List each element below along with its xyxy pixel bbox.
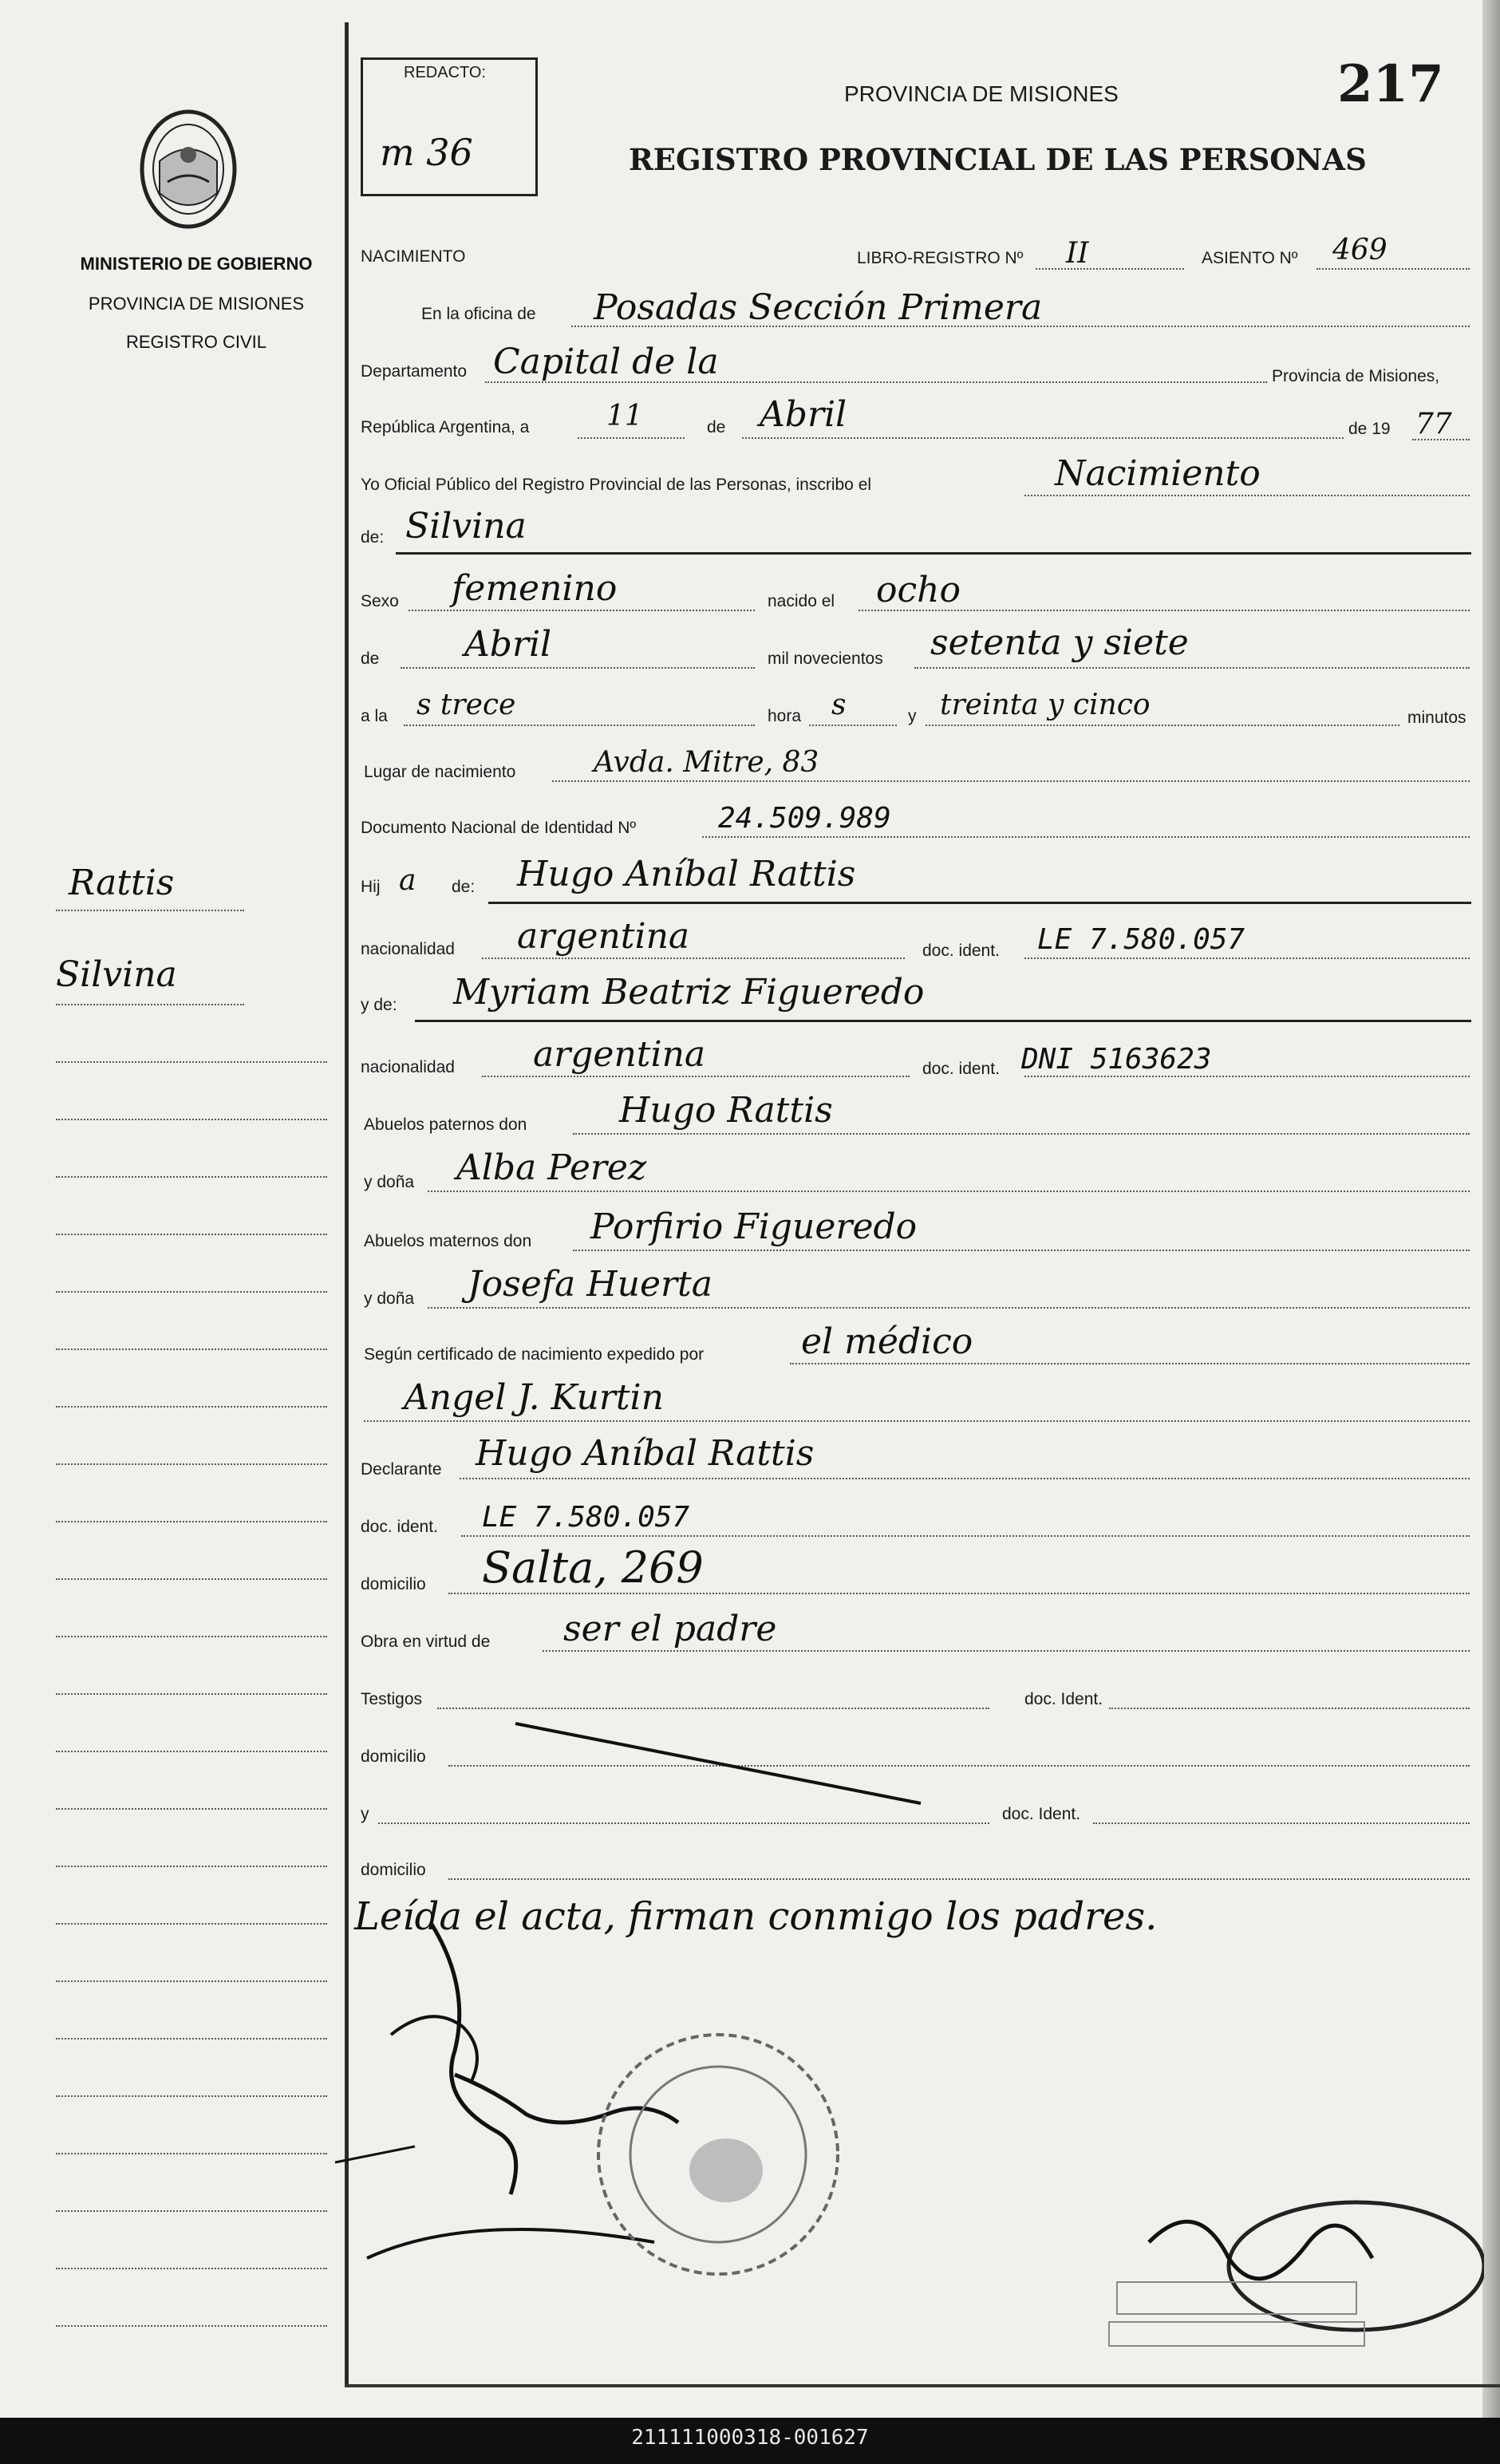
declarante-line (460, 1478, 1470, 1479)
margin-line (56, 1234, 327, 1235)
cert-value: el médico (801, 1321, 973, 1362)
oficina-label: En la oficina de (421, 305, 536, 323)
mil-label: mil novecientos (768, 650, 883, 668)
province-label-left: PROVINCIA DE MISIONES (88, 294, 305, 314)
nacido-value: ocho (876, 570, 961, 610)
lugar-line (552, 780, 1470, 782)
provincia-label: Provincia de Misiones, (1272, 367, 1440, 385)
ab-pat-value: Hugo Rattis (619, 1090, 833, 1131)
y2-line (378, 1822, 989, 1824)
cert-line (790, 1363, 1470, 1364)
departamento-label: Departamento (361, 362, 468, 381)
coat-of-arms-seal (136, 105, 241, 233)
page-number: 217 (1337, 54, 1444, 114)
oficial-line (1024, 495, 1470, 496)
margin-line (56, 1291, 327, 1293)
hij-de-label: de: (452, 878, 476, 896)
margin-line (56, 1406, 327, 1408)
domicilio-line (448, 1593, 1470, 1594)
y-label: y (908, 707, 917, 725)
de-label: de (707, 418, 726, 436)
ministry-label: MINISTERIO DE GOBIERNO (80, 254, 313, 274)
minutos-line (926, 725, 1399, 726)
doc2-label: doc. ident. (922, 1060, 1000, 1078)
minutos-label: minutos (1407, 709, 1466, 727)
padre-line (488, 902, 1471, 904)
minutos-value: treinta y cinco (940, 689, 1151, 721)
closing-statement: Leída el acta, firman conmigo los padres. (354, 1894, 1158, 1939)
libro-line (1036, 268, 1184, 270)
signatures-area (271, 1891, 1484, 2370)
hora-value: s (831, 689, 847, 721)
ab-mat-line (573, 1250, 1470, 1251)
hora-label: hora (768, 707, 802, 725)
dni-label: Documento Nacional de Identidad Nº (361, 819, 637, 837)
ala-label: a la (361, 707, 388, 725)
margin-line (56, 1463, 327, 1465)
margin-line (56, 2325, 327, 2327)
redacto-label: REDACTO: (404, 64, 486, 81)
page-bottom-rule (345, 2384, 1500, 2387)
margin-line (56, 1980, 327, 1982)
mes2-value: Abril (464, 624, 552, 665)
dia-value: 11 (606, 400, 643, 432)
hij-suffix: a (399, 864, 416, 897)
obra-value: ser el padre (563, 1609, 777, 1649)
doc4-line (1109, 1708, 1470, 1709)
ala-line (404, 725, 755, 726)
anio-value: 77 (1415, 408, 1452, 440)
padre-value: Hugo Aníbal Rattis (517, 854, 856, 894)
nombre-value: Silvina (405, 506, 527, 547)
mes-line (742, 437, 1344, 439)
scan-id: 211111000318-001627 (631, 2426, 869, 2450)
doc3-label: doc. ident. (361, 1518, 438, 1536)
doc4-label: doc. Ident. (1024, 1690, 1103, 1708)
dia-line (578, 437, 685, 439)
lugar-label: Lugar de nacimiento (364, 763, 516, 781)
nombre-line (396, 552, 1471, 555)
doc5-label: doc. Ident. (1002, 1805, 1081, 1823)
dona1-label: y doña (364, 1173, 415, 1191)
doc5-line (1093, 1822, 1470, 1824)
declarante-label: Declarante (361, 1460, 442, 1479)
margin-line (56, 1004, 244, 1005)
lugar-value: Avda. Mitre, 83 (594, 746, 819, 779)
nacido-label: nacido el (768, 592, 835, 610)
asiento-label: ASIENTO Nº (1202, 249, 1298, 267)
hora-line (809, 725, 897, 726)
page-edge (1482, 0, 1500, 2418)
margin-line (56, 1176, 327, 1178)
doc2-value: DNI 5163623 (1021, 1043, 1212, 1076)
redacto-value: m 36 (380, 131, 473, 174)
nac1-label: nacionalidad (361, 940, 455, 958)
cert-value-2: Angel J. Kurtin (404, 1377, 664, 1418)
nac2-label: nacionalidad (361, 1058, 455, 1076)
madre-value: Myriam Beatriz Figueredo (453, 972, 925, 1013)
margin-line (56, 2210, 327, 2212)
dona1-value: Alba Perez (456, 1147, 647, 1188)
page-title: REGISTRO PROVINCIAL DE LAS PERSONAS (629, 142, 1367, 177)
mes-value: Abril (760, 394, 847, 435)
margin-line (56, 1866, 327, 1867)
margin-line (56, 1061, 327, 1063)
margin-line (56, 2038, 327, 2040)
obra-label: Obra en virtud de (361, 1633, 491, 1651)
doc2-line (1024, 1076, 1470, 1077)
margin-line (56, 1693, 327, 1695)
doc1-line (1024, 958, 1470, 959)
ab-mat-value: Porfirio Figueredo (590, 1206, 918, 1247)
asiento-value: 469 (1332, 234, 1388, 267)
margin-line (56, 1521, 327, 1522)
mil-line (914, 667, 1470, 669)
province-heading: PROVINCIA DE MISIONES (844, 81, 1119, 106)
margin-line (56, 2153, 327, 2154)
ab-pat-label: Abuelos paternos don (364, 1116, 527, 1134)
margin-name: Silvina (56, 954, 177, 995)
testigos-line (437, 1708, 989, 1709)
margin-line (56, 1578, 327, 1580)
doc1-value: LE 7.580.057 (1037, 923, 1245, 956)
sexo-value: femenino (452, 568, 618, 609)
mes2-line (401, 667, 755, 669)
republica-label: República Argentina, a (361, 418, 530, 436)
oficial-label: Yo Oficial Público del Registro Provincial de las Personas, inscribo el (361, 476, 872, 494)
obra-line (543, 1650, 1470, 1652)
y2-label: y (361, 1805, 369, 1823)
margin-surname: Rattis (69, 863, 175, 903)
margin-line (56, 1348, 327, 1350)
ab-mat-label: Abuelos maternos don (364, 1232, 532, 1250)
ab-pat-line (573, 1133, 1470, 1135)
testigos-strike (511, 1716, 926, 1811)
hij-label: Hij (361, 878, 381, 896)
doc1-label: doc. ident. (922, 942, 1000, 960)
dona2-line (428, 1307, 1470, 1309)
dona2-value: Josefa Huerta (468, 1264, 712, 1305)
margin-line (56, 2268, 327, 2269)
de2-label: de (361, 650, 380, 668)
libro-label: LIBRO-REGISTRO Nº (857, 249, 1024, 267)
doc3-line (461, 1535, 1470, 1537)
domicilio-label: domicilio (361, 1575, 426, 1593)
dni-line (702, 836, 1470, 838)
yde-label: y de: (361, 996, 397, 1014)
margin-line (56, 910, 244, 911)
margin-line (56, 1636, 327, 1637)
domicilio3-label: domicilio (361, 1861, 426, 1879)
asiento-line (1316, 268, 1470, 270)
sexo-label: Sexo (361, 592, 399, 610)
oficial-value: Nacimiento (1055, 453, 1261, 494)
nac1-value: argentina (517, 916, 690, 957)
de-nombre-label: de: (361, 528, 385, 547)
margin-line (56, 1808, 327, 1810)
anio-label: de 19 (1348, 420, 1391, 438)
madre-line (415, 1020, 1471, 1022)
nac2-value: argentina (533, 1034, 706, 1075)
ala-value: s trece (416, 689, 516, 721)
margin-line (56, 1923, 327, 1925)
oficina-value: Posadas Sección Primera (594, 287, 1043, 328)
cert-line-2 (364, 1420, 1470, 1422)
doc3-value: LE 7.580.057 (482, 1501, 690, 1534)
dona2-label: y doña (364, 1289, 415, 1308)
libro-value: II (1066, 237, 1089, 270)
registry-label-left: REGISTRO CIVIL (125, 332, 267, 352)
margin-line (56, 1751, 327, 1752)
dni-value: 24.509.989 (718, 802, 891, 835)
margin-line (56, 1119, 327, 1120)
domicilio-value: Salta, 269 (482, 1542, 704, 1593)
domicilio3-line (448, 1878, 1470, 1880)
testigos-label: Testigos (361, 1690, 423, 1708)
domicilio2-label: domicilio (361, 1747, 426, 1766)
sexo-line (409, 610, 755, 611)
departamento-value: Capital de la (493, 342, 719, 382)
nac2-line (482, 1076, 910, 1077)
nac1-line (482, 958, 905, 959)
declarante-value: Hugo Aníbal Rattis (476, 1433, 815, 1474)
margin-line (56, 2095, 327, 2097)
dona1-line (428, 1191, 1470, 1192)
record-type: NACIMIENTO (361, 247, 466, 266)
cert-label: Según certificado de nacimiento expedido por (364, 1345, 705, 1364)
mil-value: setenta y siete (930, 622, 1189, 663)
